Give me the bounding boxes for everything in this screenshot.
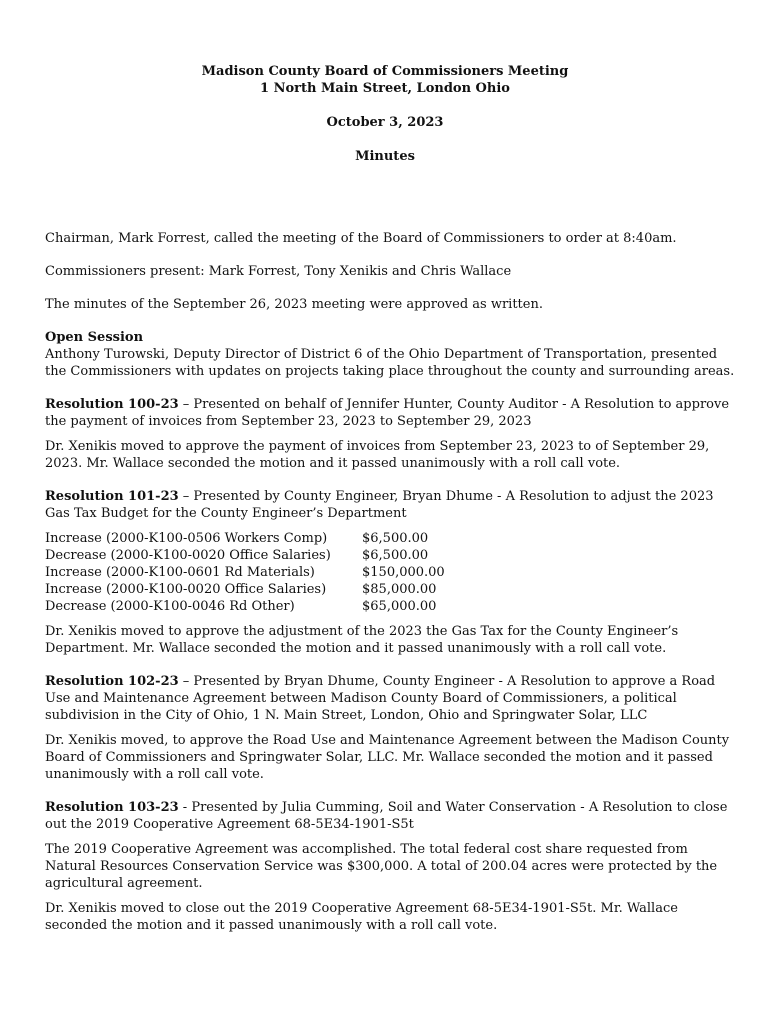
budget-amount: $85,000.00 [362, 582, 437, 597]
resolution-motion: Dr. Xenikis moved to approve the payment of invoices from September 23, 2023 to of September 29, 2023. Mr. Wallace seconded the motion and it passed unanimously with a roll call vote. [45, 439, 710, 471]
budget-item: Increase (2000-K100-0506 Workers Comp) [45, 531, 328, 546]
resolution-number: Resolution 101-23 [45, 489, 179, 504]
resolution-102-section [45, 673, 735, 783]
resolution-number: Resolution 100-23 [45, 397, 179, 412]
document-header [0, 63, 770, 165]
budget-amount: $65,000.00 [362, 599, 437, 614]
budget-row [45, 564, 735, 581]
resolution-description: – Presented on behalf of Jennifer Hunter, County Auditor - A Resolution to approve the payment of invoices from September 23, 2023 to September 29, 2023 [45, 397, 730, 429]
budget-adjustments-table [45, 530, 735, 615]
resolution-description: – Presented by County Engineer, Bryan Dhume - A Resolution to adjust the 2023 Gas Tax Budget for the County Engineer’s Department [45, 489, 714, 521]
budget-amount: $6,500.00 [362, 548, 429, 563]
commissioners-present: Commissioners present: Mark Forrest, Tony Xenikis and Chris Wallace [45, 264, 512, 279]
budget-row [45, 547, 735, 564]
document-body [45, 230, 735, 934]
budget-amount: $150,000.00 [362, 565, 445, 580]
resolution-detail: The 2019 Cooperative Agreement was accomplished. The total federal cost share requested from Natural Resources Conservation Service was $300,000. A total of 200.04 acres were protected by the agricultural agreement. [45, 842, 718, 891]
resolution-100-section [45, 396, 735, 472]
resolution-motion: Dr. Xenikis moved, to approve the Road Use and Maintenance Agreement between the Madison County Board of Commissioners and Springwater Solar, LLC. Mr. Wallace seconded the motion and it passed unanimously with a roll call vote. [45, 733, 730, 782]
budget-amount: $6,500.00 [362, 531, 429, 546]
resolution-number: Resolution 102-23 [45, 674, 179, 689]
call-to-order: Chairman, Mark Forrest, called the meeting of the Board of Commissioners to order at 8:40am. [45, 231, 677, 246]
document-type: Minutes [355, 149, 415, 164]
open-session-text: Anthony Turowski, Deputy Director of District 6 of the Ohio Department of Transportation, presented the Commissioners with updates on projects taking place throughout the county and surrounding areas. [45, 347, 735, 379]
budget-item: Decrease (2000-K100-0046 Rd Other) [45, 599, 295, 614]
prior-minutes: The minutes of the September 26, 2023 meeting were approved as written. [45, 297, 543, 312]
resolution-number: Resolution 103-23 [45, 800, 179, 815]
budget-row [45, 598, 735, 615]
budget-row [45, 530, 735, 547]
meeting-title: Madison County Board of Commissioners Meeting [201, 64, 569, 79]
meeting-date: October 3, 2023 [326, 115, 444, 130]
resolution-101-section [45, 488, 735, 657]
budget-item: Increase (2000-K100-0601 Rd Materials) [45, 565, 315, 580]
resolution-motion: Dr. Xenikis moved to close out the 2019 Cooperative Agreement 68-5E34-1901-S5t. Mr. Wallace seconded the motion and it passed unanimously with a roll call vote. [45, 901, 678, 933]
meeting-address: 1 North Main Street, London Ohio [260, 81, 510, 96]
resolution-motion: Dr. Xenikis moved to approve the adjustment of the 2023 the Gas Tax for the County Engineer’s Department. Mr. Wallace seconded the motion and it passed unanimously with a roll call vote. [45, 624, 679, 656]
resolution-description: – Presented by Bryan Dhume, County Engineer - A Resolution to approve a Road Use and Maintenance Agreement between Madison County Board of Commissioners, a political subdivision in the City of Ohio, 1 N. Main Street, London, Ohio and Springwater Solar, LLC [45, 674, 716, 723]
open-session-section [45, 329, 735, 380]
resolution-103-section [45, 799, 735, 934]
open-session-heading: Open Session [45, 330, 144, 345]
budget-item: Decrease (2000-K100-0020 Office Salaries) [45, 548, 331, 563]
budget-row [45, 581, 735, 598]
resolution-description: - Presented by Julia Cumming, Soil and Water Conservation - A Resolution to close out the 2019 Cooperative Agreement 68-5E34-1901-S5t [45, 800, 728, 832]
budget-item: Increase (2000-K100-0020 Office Salaries) [45, 582, 327, 597]
